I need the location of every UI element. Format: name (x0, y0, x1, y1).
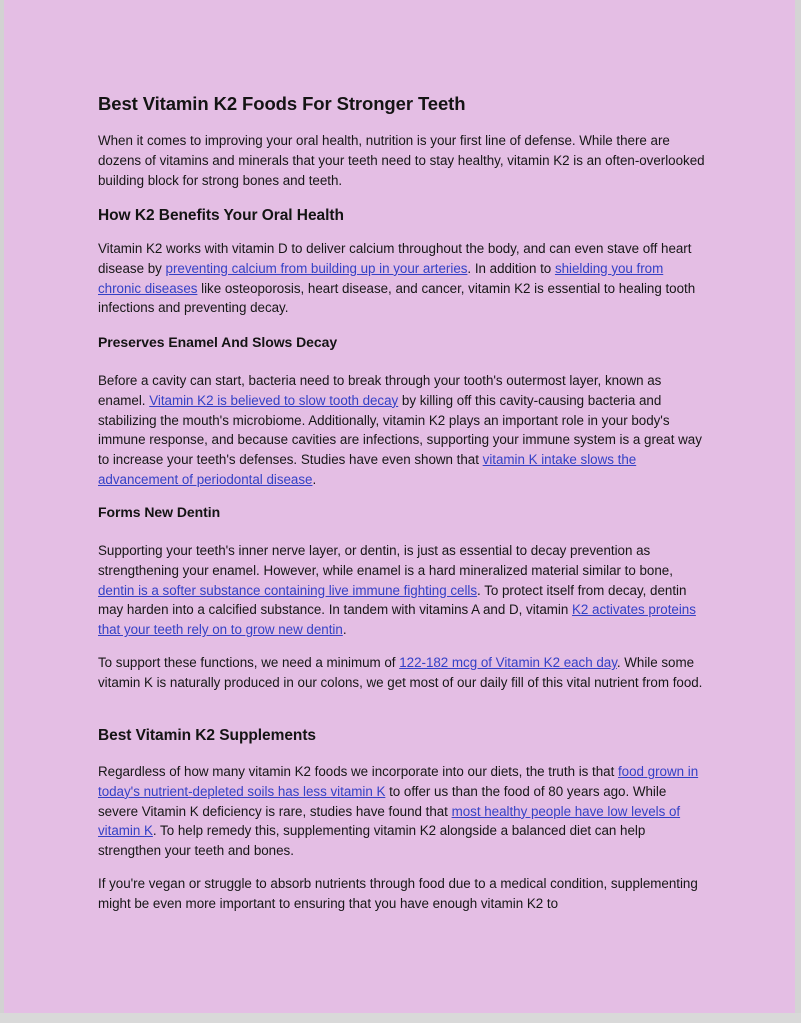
text-run: Regardless of how many vitamin K2 foods we incorporate into our diets, the truth is that (98, 764, 618, 779)
heading-preserves-enamel (98, 334, 708, 352)
page-title: Best Vitamin K2 Foods For Stronger Teeth (98, 93, 466, 114)
text-run: Vitamin K2 works with vitamin D to deliver calcium throughout the body, and can even stave off heart disease by (98, 241, 692, 276)
dentin-paragraph (98, 541, 708, 640)
text-run: . (312, 471, 317, 487)
document-page (4, 0, 795, 1013)
text-run: To support these functions, we need a minimum of (98, 655, 400, 670)
link-preventing-calcium-arteries[interactable]: preventing calcium from building up in your arteries (165, 260, 468, 276)
intro-paragraph: When it comes to improving your oral health, nutrition is your first line of defense. While there are dozens of vitamins and minerals that your teeth need to stay healthy, vitamin K2 is an often-overlooked building block for strong bones and teeth. (98, 133, 705, 188)
section-heading: Best Vitamin K2 Supplements (98, 727, 317, 744)
dentin-paragraph-block (98, 541, 708, 640)
link-daily-k2-dosage[interactable]: 122-182 mcg of Vitamin K2 each day (399, 655, 617, 670)
text-run: . To help remedy this, supplementing vitamin K2 alongside a balanced diet can help strengthen your teeth and bones. (98, 823, 646, 859)
heading-best-k2-supplements (98, 726, 708, 745)
supplements-paragraph (98, 762, 708, 861)
text-run: by killing off this cavity-causing bacteria and stabilizing the mouth's microbiome. Additionally, vitamin K2 plays an important role in your body's immune response, and because cavities are infections, supporting your immune system is a great way to increase your teeth's defenses. Studies have even shown that (98, 392, 702, 468)
benefits-paragraph-block (98, 239, 708, 318)
text-run: . In addition to (467, 260, 555, 276)
page-right-edge (795, 0, 801, 1023)
text-run: to offer us than the food of 80 years ago. While severe Vitamin K deficiency is rare, studies have found that (98, 783, 667, 819)
link-k2-slow-tooth-decay[interactable]: Vitamin K2 is believed to slow tooth decay (149, 392, 399, 408)
sub-heading: Forms New Dentin (98, 504, 221, 520)
heading-how-k2-benefits (98, 206, 708, 225)
sub-heading: Preserves Enamel And Slows Decay (98, 334, 338, 350)
vegan-paragraph-block (98, 874, 708, 914)
text-run: Supporting your teeth's inner nerve layer, or dentin, is just as essential to decay prevention as strengthening your enamel. However, while enamel is a hard mineralized material similar to bone, (98, 543, 673, 578)
dosage-paragraph-block (98, 653, 708, 693)
intro-paragraph-block (98, 131, 708, 190)
text-run: . While some vitamin K is naturally produced in our colons, we get most of our daily fill of this vital nutrient from food. (98, 655, 703, 690)
section-heading: How K2 Benefits Your Oral Health (98, 207, 344, 224)
dosage-paragraph (98, 653, 708, 693)
heading-forms-new-dentin (98, 504, 708, 522)
enamel-paragraph (98, 371, 708, 490)
link-dentin-softer-substance[interactable]: dentin is a softer substance containing live immune fighting cells (98, 582, 478, 598)
enamel-paragraph-block (98, 371, 708, 490)
text-run: Before a cavity can start, bacteria need to break through your tooth's outermost layer, known as enamel. (98, 373, 662, 408)
benefits-paragraph (98, 239, 708, 318)
text-run: . To protect itself from decay, dentin may harden into a calcified substance. In tandem with vitamins A and D, vitamin (98, 582, 687, 618)
text-run: . (342, 622, 347, 638)
link-k2-activates-proteins[interactable]: K2 activates proteins that your teeth rely on to grow new dentin (98, 602, 696, 638)
supplements-paragraph-block (98, 762, 708, 861)
page-bottom-edge (0, 1013, 801, 1023)
link-shielding-chronic-diseases[interactable]: shielding you from chronic diseases (98, 260, 664, 296)
link-low-levels-vitamin-k[interactable]: most healthy people have low levels of vitamin K (98, 803, 681, 839)
link-vitamin-k-periodontal-disease[interactable]: vitamin K intake slows the advancement of periodontal disease (98, 452, 637, 487)
text-run: like osteoporosis, heart disease, and cancer, vitamin K2 is essential to healing tooth infections and preventing decay. (98, 280, 696, 316)
vegan-paragraph: If you're vegan or struggle to absorb nutrients through food due to a medical condition, supplementing might be even more important to ensuring that you have enough vitamin K2 to (98, 876, 698, 911)
link-nutrient-depleted-soils[interactable]: food grown in today's nutrient-depleted soils has less vitamin K (98, 764, 699, 799)
